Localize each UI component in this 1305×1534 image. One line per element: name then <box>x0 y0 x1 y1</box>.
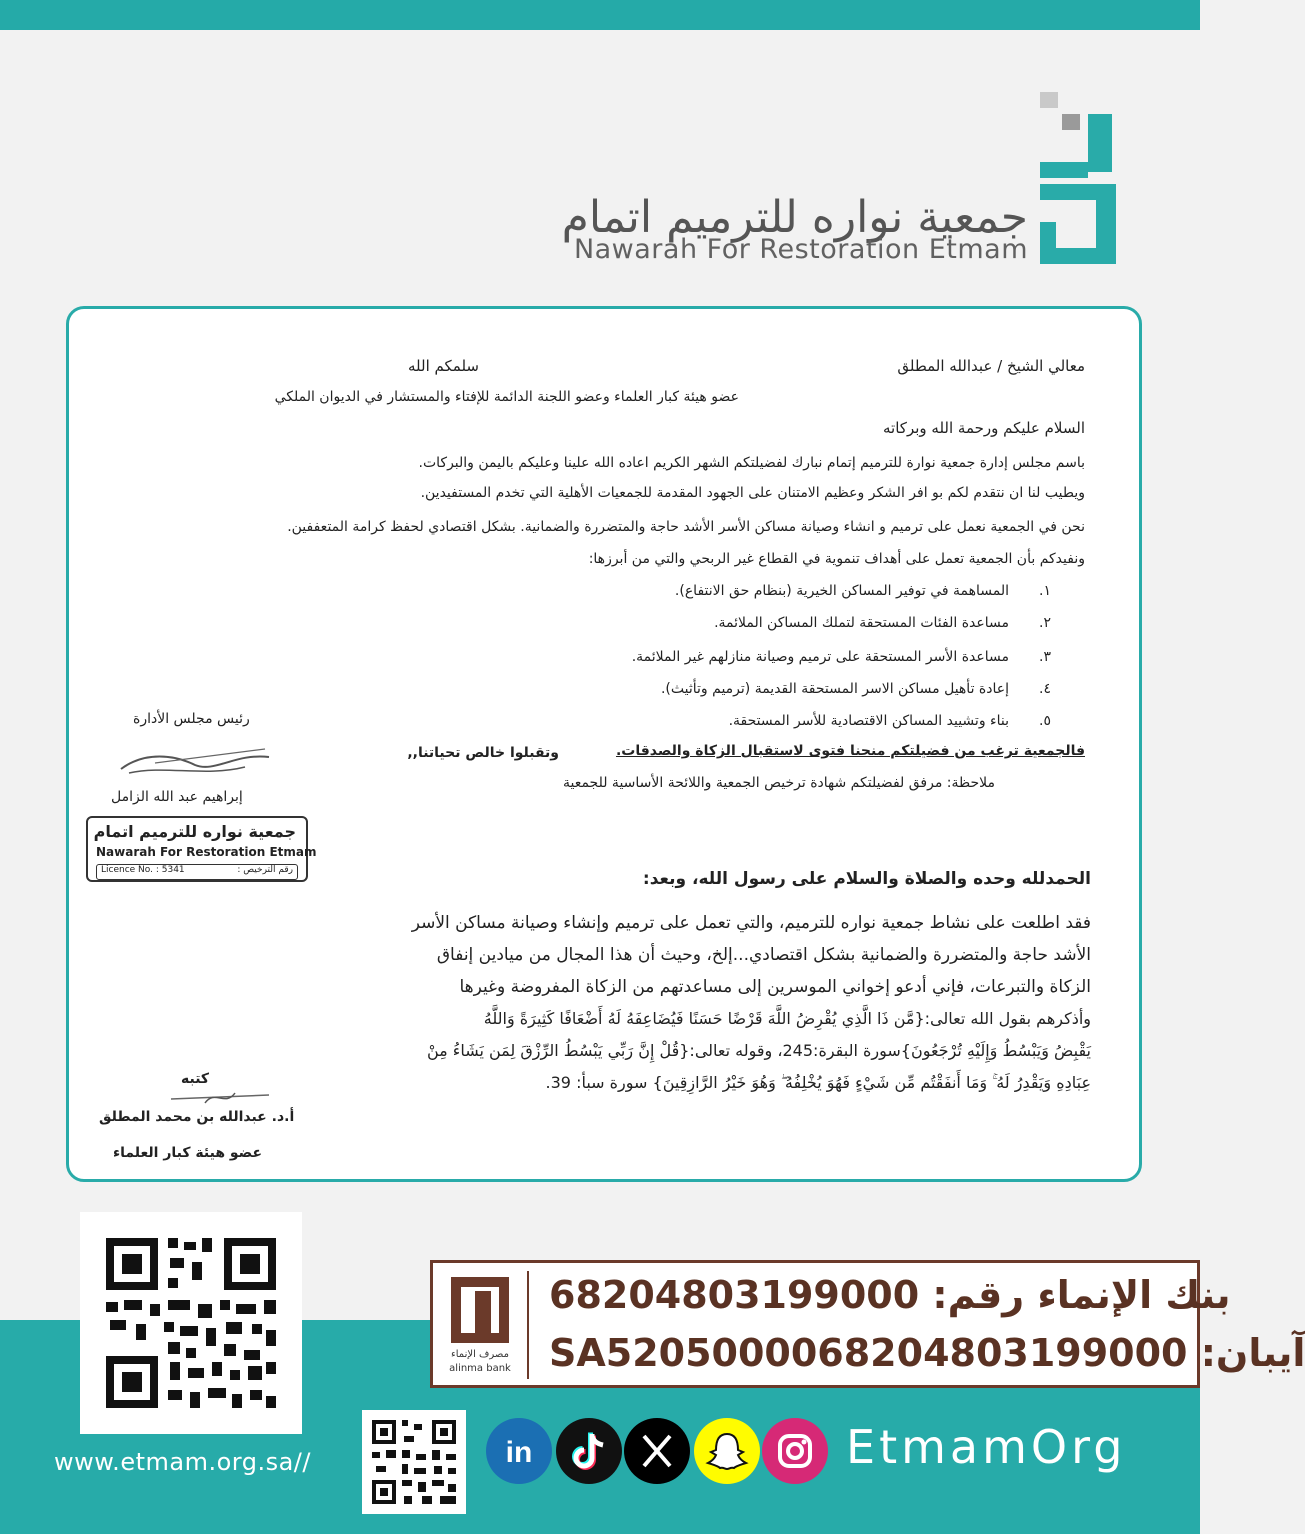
goal-item: إعادة تأهيل مساكن الاسر المستحقة القديمة (ترميم وتأثيث). <box>660 681 1009 697</box>
social-qr-code[interactable] <box>362 1410 466 1514</box>
letter-salam: السلام عليكم ورحمة الله وبركاته <box>883 419 1085 437</box>
chair-signature-icon <box>115 743 275 783</box>
x-icon[interactable] <box>624 1418 690 1484</box>
writer-signature-icon <box>165 1085 275 1109</box>
reply-line: يَقْبِضُ وَيَبْسُطُ وَإِلَيْهِ تُرْجَعُونَ}سورة البقرة:245، وقوله تعالى:{قُلْ إِنَّ رَبِّي يَبْسُطُ الرِّزْقَ لِمَن يَشَاءُ مِنْ <box>426 1041 1091 1060</box>
tiktok-icon[interactable] <box>556 1418 622 1484</box>
qr-code-icon <box>80 1212 302 1434</box>
logo-english-name: Nawarah For Restoration Etmam <box>573 234 1028 265</box>
snapchat-icon[interactable] <box>694 1418 760 1484</box>
stamp-arabic-name: جمعية نواره للترميم اتمام <box>93 822 296 841</box>
reply-line: عِبَادِهِ وَيَقْدِرُ لَهُ ۚ وَمَا أَنفَقْتُم مِّن شَيْءٍ فَهُوَ يُخْلِفُهُ ۖ وَهُوَ خَيْرُ الرَّازِقِينَ} سورة سبأ: 39. <box>545 1073 1091 1092</box>
goal-item: مساعدة الأسر المستحقة على ترميم وصيانة منازلهم غير الملائمة. <box>631 649 1009 665</box>
stamp-english-name: Nawarah For Restoration Etmam <box>96 845 317 859</box>
website-qr-code[interactable] <box>80 1212 302 1434</box>
reply-line: فقد اطلعت على نشاط جمعية نواره للترميم، والتي تعمل على ترميم وإنشاء وصيانة مساكن الأسر <box>411 913 1091 933</box>
writer-title: عضو هيئة كبار العلماء <box>113 1145 263 1161</box>
stamp-licence-number: Licence No. : 5341 <box>101 865 185 875</box>
goal-number: ٥. <box>1039 713 1051 729</box>
bank-logo-arabic: مصرف الإنماء <box>451 1349 509 1360</box>
linkedin-icon[interactable] <box>486 1418 552 1484</box>
bank-divider <box>527 1271 529 1379</box>
association-stamp <box>86 816 317 882</box>
reply-line: وأذكرهم بقول الله تعالى:{مَّن ذَا الَّذِي يُقْرِضُ اللَّهَ قَرْضًا حَسَنًا فَيُضَاعِفَهُ لَهُ أَضْعَافًا كَثِيرَةً وَاللَّهُ <box>483 1009 1091 1028</box>
qr-code-small-icon <box>362 1410 466 1514</box>
goal-number: ٣. <box>1039 649 1051 665</box>
letter-greeting: سلمكم الله <box>408 357 479 375</box>
social-handle[interactable]: EtmamOrg <box>846 1420 1127 1474</box>
reply-heading: الحمدلله وحده والصلاة والسلام على رسول الله، وبعد: <box>642 869 1091 889</box>
goal-number: ١. <box>1039 583 1051 599</box>
writer-label: كتبه <box>181 1071 210 1087</box>
bank-iban: آيبان: SA5205000068204803199000 <box>549 1331 1305 1375</box>
logo-arabic-name: جمعية نواره للترميم اتمام <box>561 192 1028 243</box>
letter-paragraph-2: ويطيب لنا ان نتقدم لكم بو افر الشكر وعظيم الامتنان على الجهود المقدمة للجمعيات الأهلية التي تخدم المستفيدين. <box>420 485 1085 501</box>
reply-line: الأشد حاجة والمتضررة والضمانية بشكل اقتصادي...إلخ، وحيث أن هذا المجال من ميادين إنفاق <box>436 945 1091 965</box>
goal-number: ٢. <box>1039 615 1051 631</box>
website-link[interactable]: www.etmam.org.sa// <box>54 1448 311 1476</box>
letter-card <box>66 306 1142 1182</box>
letter-addressee: معالي الشيخ / عبدالله المطلق <box>897 357 1085 375</box>
bank-account-number: بنك الإنماء رقم: 68204803199000 <box>549 1273 1231 1317</box>
goal-item: مساعدة الفئات المستحقة لتملك المساكن الملائمة. <box>714 615 1009 631</box>
letter-addressee-title: عضو هيئة كبار العلماء وعضو اللجنة الدائمة للإفتاء والمستشار في الديوان الملكي <box>274 389 739 405</box>
stamp-licence-arabic: رقم الترخيص : <box>237 865 293 875</box>
svg-text:in: in <box>505 1436 533 1469</box>
bank-info-box <box>430 1260 1305 1388</box>
goal-item: بناء وتشييد المساكن الاقتصادية للأسر المستحقة. <box>728 713 1009 729</box>
letter-paragraph-1: باسم مجلس إدارة جمعية نوارة للترميم إتمام نبارك لفضيلتكم الشهر الكريم اعاده الله علينا وعليكم باليمن والبركات. <box>418 455 1085 471</box>
stamp-licence <box>96 864 298 880</box>
top-bar <box>0 0 1200 30</box>
etmam-logo-icon <box>1040 92 1120 264</box>
goal-number: ٤. <box>1039 681 1051 697</box>
letter-closing: وتقبلوا خالص تحياتنا,, <box>407 745 559 761</box>
alinma-bank-icon <box>443 1271 517 1347</box>
alinma-bank-logo <box>443 1271 517 1375</box>
letter-note: ملاحظة: مرفق لفضيلتكم شهادة ترخيص الجمعية واللائحة الأساسية للجمعية <box>562 775 995 791</box>
reply-line: الزكاة والتبرعات، فإني أدعو إخواني الموسرين إلى مساعدتهم من الزكاة المفروضة وغيرها <box>459 977 1091 997</box>
instagram-icon[interactable] <box>762 1418 828 1484</box>
bank-logo-english: alinma bank <box>449 1363 511 1374</box>
chair-name: إبراهيم عبد الله الزامل <box>111 789 243 805</box>
goal-item: المساهمة في توفير المساكن الخيرية (بنظام حق الانتفاع). <box>674 583 1009 599</box>
letter-request: فالجمعية ترغب من فضيلتكم منحنا فتوى لاستقبال الزكاة والصدقات. <box>615 743 1085 759</box>
chair-title: رئيس مجلس الأدارة <box>133 711 250 727</box>
letter-paragraph-3: نحن في الجمعية نعمل على ترميم و انشاء وصيانة مساكن الأسر الأشد حاجة والمتضررة والضمانية. بشكل اقتصادي لحفظ كرامة المتعففين. <box>287 519 1085 535</box>
writer-name: أ.د. عبدالله بن محمد المطلق <box>99 1109 295 1125</box>
letter-paragraph-4: ونفيدكم بأن الجمعية تعمل على أهداف تنموية في القطاع غير الربحي والتي من أبرزها: <box>588 551 1085 567</box>
